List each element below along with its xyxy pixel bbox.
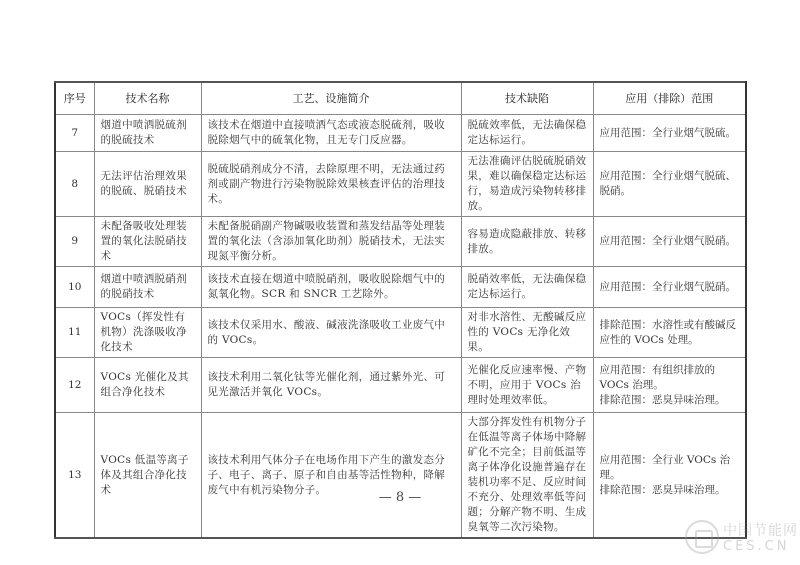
tech-name: VOCs（挥发性有机物）洗涤吸收净化技术 bbox=[94, 308, 201, 358]
scope-line: 排除范围：恶臭异味治理。 bbox=[599, 483, 726, 496]
watermark bbox=[683, 518, 798, 560]
tech-defect: 容易造成隐蔽排放、转移排放。 bbox=[461, 217, 593, 267]
process-description: 该技术直接在烟道中喷脱硝剂，吸收脱除烟气中的氮氧化物。SCR 和 SNCR 工艺除外。 bbox=[201, 267, 461, 308]
table-row bbox=[55, 152, 746, 217]
row-no: 9 bbox=[55, 217, 94, 267]
process-description: 未配备脱硝副产物碱吸收装置和蒸发结晶等处理装置的氧化法（含添加氧化助剂）脱硝技术，无法实现氮平衡分析。 bbox=[201, 217, 461, 267]
header-no: 序号 bbox=[55, 82, 94, 115]
row-no: 10 bbox=[55, 267, 94, 308]
technology-table bbox=[54, 81, 747, 539]
scope-line: 应用范围：全行业烟气脱硫、脱硝。 bbox=[599, 170, 736, 197]
tech-defect: 无法准确评估脱硫脱硝效果，难以确保稳定达标运行，易造成污染物转移排放。 bbox=[461, 152, 593, 217]
process-description: 脱硫脱硝剂成分不清，去除原理不明，无法通过药剂或副产物进行污染物脱除效果核查评估的治理技术。 bbox=[201, 152, 461, 217]
scope-line: 应用范围：有组织排放的 VOCs 治理。 bbox=[599, 363, 715, 391]
scope-cell bbox=[593, 308, 746, 358]
table-row bbox=[55, 217, 746, 267]
scope-cell bbox=[593, 115, 746, 152]
header-tech-name: 技术名称 bbox=[94, 82, 201, 115]
tech-name: 烟道中喷洒脱硫剂的脱硫技术 bbox=[94, 115, 201, 152]
process-description: 该技术在烟道中直接喷洒气态或液态脱硫剂，吸收脱除烟气中的硫氧化物，且无专门反应器。 bbox=[201, 115, 461, 152]
scope-cell bbox=[593, 267, 746, 308]
table-row bbox=[55, 308, 746, 358]
row-no: 7 bbox=[55, 115, 94, 152]
header-process-intro: 工艺、设施简介 bbox=[201, 82, 461, 115]
header-tech-defect: 技术缺陷 bbox=[461, 82, 593, 115]
scope-cell bbox=[593, 217, 746, 267]
tech-defect: 光催化反应速率慢、产物不明，应用于 VOCs 治理时处理效率低。 bbox=[461, 358, 593, 413]
tech-defect: 脱硫效率低，无法确保稳定达标运行。 bbox=[461, 115, 593, 152]
table-row bbox=[55, 413, 746, 539]
scope-line: 应用范围：全行业烟气脱硫。 bbox=[599, 126, 736, 139]
table-header-row bbox=[55, 82, 746, 115]
process-description: 该技术利用二氧化钛等光催化剂，通过紫外光、可见光激活并氧化 VOCs。 bbox=[201, 358, 461, 413]
header-scope: 应用（排除）范围 bbox=[593, 82, 746, 115]
watermark-logo-icon bbox=[685, 520, 719, 554]
table-row bbox=[55, 267, 746, 308]
row-no: 11 bbox=[55, 308, 94, 358]
scope-line: 应用范围：全行业烟气脱硝。 bbox=[599, 280, 736, 293]
row-no: 13 bbox=[55, 413, 94, 539]
table-row bbox=[55, 358, 746, 413]
scope-line: 排除范围：恶臭异味治理。 bbox=[599, 393, 726, 406]
tech-name: VOCs 低温等离子体及其组合净化技术 bbox=[94, 413, 201, 539]
process-description: 该技术利用气体分子在电场作用下产生的激发态分子、电子、离子、原子和自由基等活性物种，降解废气中有机污染物分子。 bbox=[201, 413, 461, 539]
scope-cell bbox=[593, 358, 746, 413]
tech-name: VOCs 光催化及其组合净化技术 bbox=[94, 358, 201, 413]
scope-line: 排除范围：水溶性或有酸碱反应性的 VOCs 处理。 bbox=[599, 318, 736, 346]
watermark-cn-text: 中国节能网 bbox=[723, 523, 798, 539]
row-no: 8 bbox=[55, 152, 94, 217]
scope-line: 应用范围：全行业 VOCs 治理。 bbox=[599, 453, 731, 481]
tech-defect: 大部分挥发性有机物分子在低温等离子体场中降解矿化不完全；目前低温等离子体净化设施普遍存在装机功率不足、反应时间不充分、处理效率低等问题；分解产物不明、生成臭氧等二次污染物。 bbox=[461, 413, 593, 539]
watermark-en-text: CES.CN bbox=[723, 539, 790, 554]
row-no: 12 bbox=[55, 358, 94, 413]
tech-defect: 脱硝效率低，无法确保稳定达标运行。 bbox=[461, 267, 593, 308]
table-row bbox=[55, 115, 746, 152]
tech-name: 无法评估治理效果的脱硫、脱硝技术 bbox=[94, 152, 201, 217]
scope-cell bbox=[593, 152, 746, 217]
tech-name: 烟道中喷洒脱硝剂的脱硝技术 bbox=[94, 267, 201, 308]
tech-defect: 对非水溶性、无酸碱反应性的 VOCs 无净化效果。 bbox=[461, 308, 593, 358]
scope-line: 应用范围：全行业烟气脱硝。 bbox=[599, 235, 736, 247]
page-number: — 8 — bbox=[378, 490, 422, 505]
process-description: 该技术仅采用水、酸液、碱液洗涤吸收工业废气中的 VOCs。 bbox=[201, 308, 461, 358]
tech-name: 未配备吸收处理装置的氧化法脱硝技术 bbox=[94, 217, 201, 267]
